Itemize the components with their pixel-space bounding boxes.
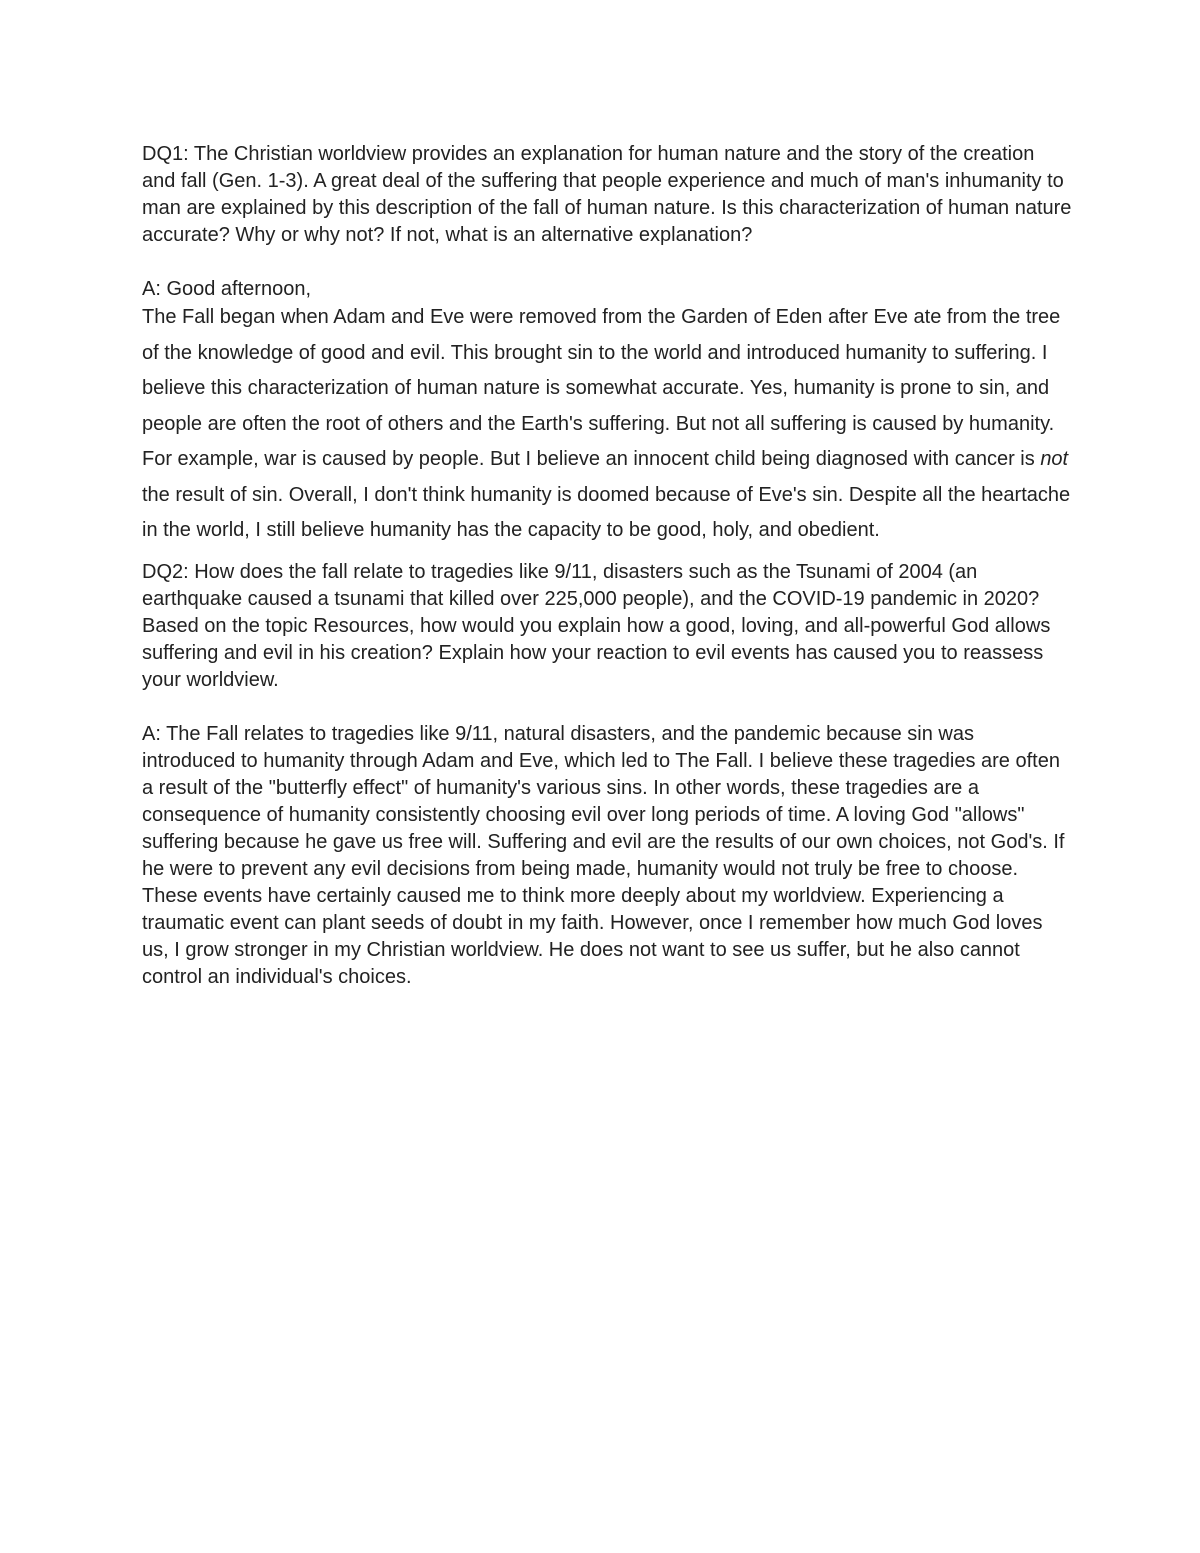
dq1-answer-greeting: A: Good afternoon, — [142, 278, 312, 300]
dq2-answer: A: The Fall relates to tragedies like 9/11, natural disasters, and the pandemic because sin was introduced to humanity through Adam and Eve, which led to The Fall. I believe these tragedies are often a result of the "butterfly effect" of humanity's various sins. In other words, these tragedies are a consequence of humanity consistently choosing evil over long periods of time. A loving God "allows" suffering because he gave us free will. Suffering and evil are the results of our own choices, not God's. If he were to prevent any evil decisions from being made, humanity would not truly be free to choose. These events have certainly caused me to think more deeply about my worldview. Experiencing a traumatic event can plant seeds of doubt in my faith. However, once I remember how much God loves us, I grow stronger in my Christian worldview. He does not want to see us suffer, but he also cannot control an individual's choices. — [142, 722, 1065, 988]
document-body — [142, 141, 1072, 991]
dq1-answer-body — [142, 300, 1072, 549]
dq1-answer-text-part1: The Fall began when Adam and Eve were removed from the Garden of Eden after Eve ate from the tree of the knowledge of good and evil. This brought sin to the world and introduced humanity to suffering. I believe this characterization of human nature is somewhat accurate. Yes, humanity is prone to sin, and people are often the root of others and the Earth's suffering. But not all suffering is caused by humanity. For example, war is caused by people. But I believe an innocent child being diagnosed with cancer is — [142, 306, 1061, 470]
dq1-answer-text-part2: the result of sin. Overall, I don't think humanity is doomed because of Eve's sin. Despite all the heartache in the world, I still believe humanity has the capacity to be good, holy, and obedient. — [142, 483, 1071, 541]
dq2-question: DQ2: How does the fall relate to tragedies like 9/11, disasters such as the Tsunami of 2004 (an earthquake caused a tsunami that killed over 225,000 people), and the COVID-19 pandemic in 2020? Based on the topic Resources, how would you explain how a good, loving, and all-powerful God allows suffering and evil in his creation? Explain how your reaction to evil events has caused you to reassess your worldview. — [142, 560, 1051, 691]
dq1-answer-emphasis: not — [1040, 448, 1069, 470]
dq1-question: DQ1: The Christian worldview provides an explanation for human nature and the story of the creation and fall (Gen. 1-3). A great deal of the suffering that people experience and much of man's inhumanity to man are explained by this description of the fall of human nature. Is this characterization of human nature accurate? Why or why not? If not, what is an alternative explanation? — [142, 143, 1072, 246]
